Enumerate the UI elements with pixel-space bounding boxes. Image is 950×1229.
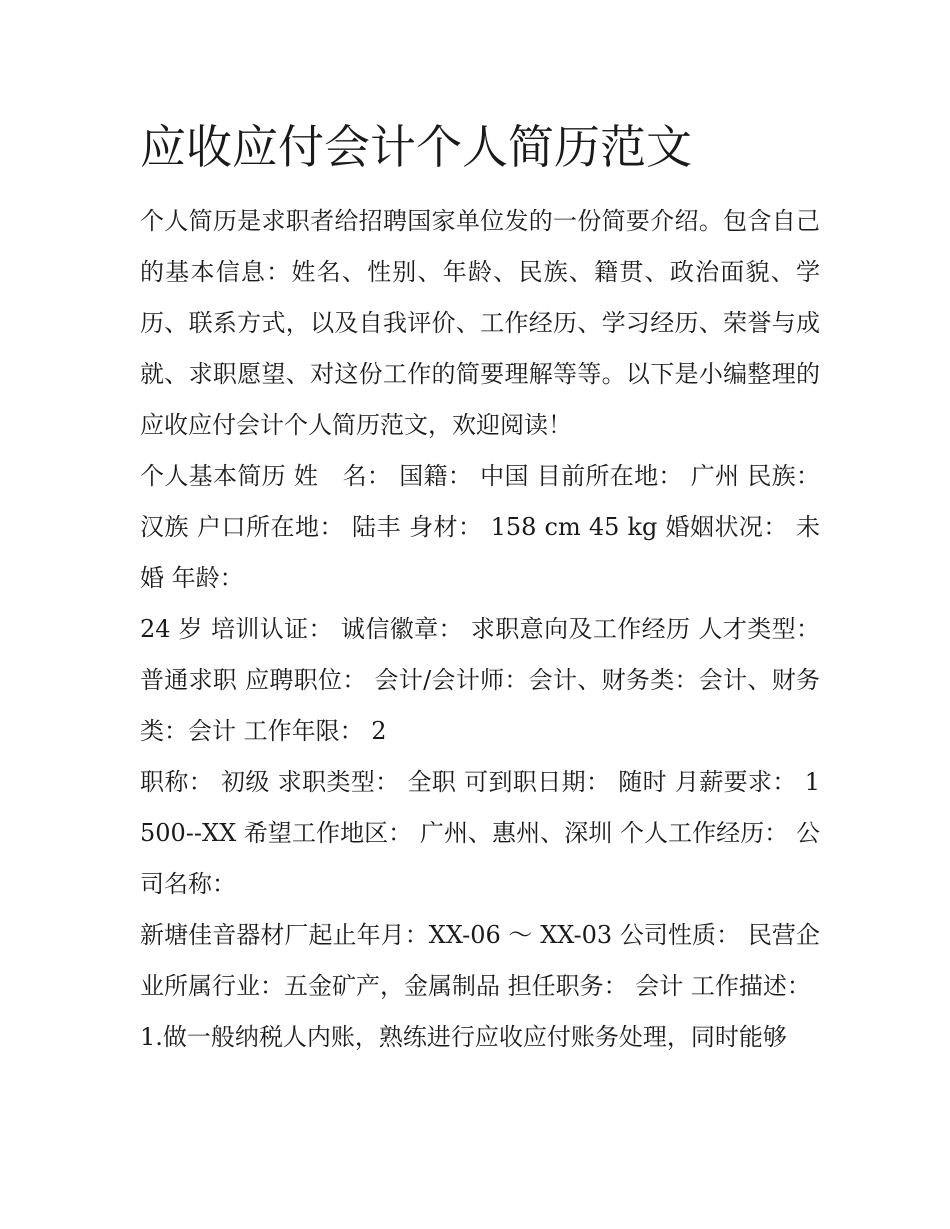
paragraph-work-experience: 新塘佳音器材厂起止年月：XX-06 ～ XX-03 公司性质： 民营企业所属行业：五金矿产，金属制品 担任职务： 会计 工作描述： — [140, 921, 820, 1000]
paragraph-job-intention: 24 岁 培训认证： 诚信徽章： 求职意向及工作经历 人才类型： 普通求职 应聘职位： 会计/会计师：会计、财务类：会计、财务类：会计 工作年限： 2 — [140, 615, 820, 745]
paragraph-intro: 个人简历是求职者给招聘国家单位发的一份简要介绍。包含自己的基本信息：姓名、性别、年龄、民族、籍贯、政治面貌、学历、联系方式，以及自我评价、工作经历、学习经历、荣誉与成就、求职愿望、对这份工作的简要理解等等。以下是小编整理的应收应付会计个人简历范文，欢迎阅读！ — [140, 207, 820, 439]
paragraph-work-description: 1.做一般纳税人内账，熟练进行应收应付账务处理，同时能够 — [140, 1023, 787, 1051]
document-page — [140, 112, 820, 1063]
document-title: 应收应付会计个人简历范文 — [140, 120, 692, 174]
paragraph-basic-info: 个人基本简历 姓 名： 国籍： 中国 目前所在地： 广州 民族： 汉族 户口所在地： 陆丰 身材： 158 cm 45 kg 婚姻状况： 未婚 年龄： — [140, 462, 820, 592]
paragraph-job-requirements: 职称： 初级 求职类型： 全职 可到职日期： 随时 月薪要求： 1500--XX 希望工作地区： 广州、惠州、深圳 个人工作经历： 公司名称： — [140, 768, 820, 898]
